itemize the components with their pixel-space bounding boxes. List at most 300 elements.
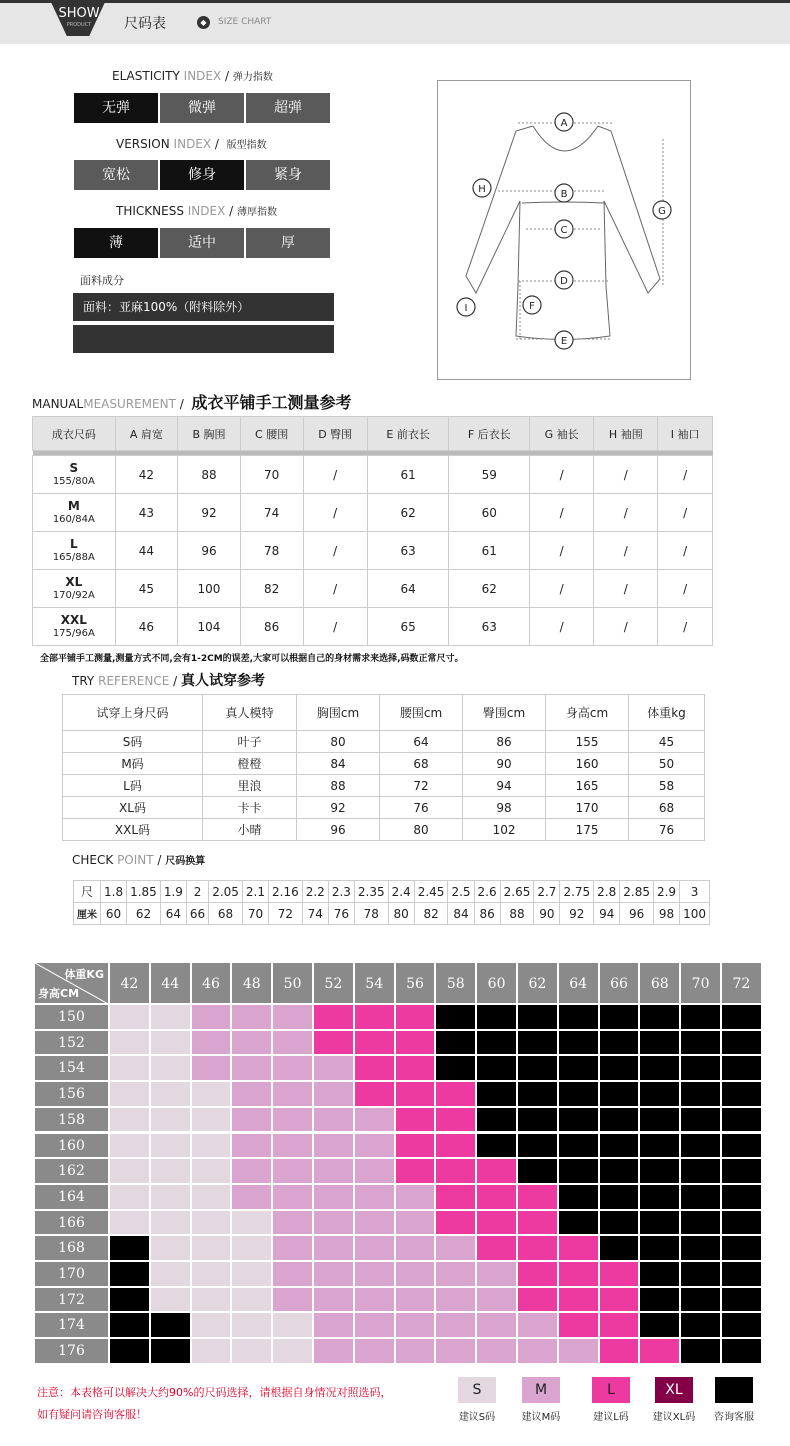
check-cell: 62 [127,903,161,925]
elasticity-option: 微弹 [160,93,244,123]
grid-cell [395,1030,436,1056]
grid-cell [680,1338,721,1364]
grid-cell [680,1210,721,1236]
check-cell: 2.6 [474,881,500,903]
thickness-title: THICKNESS INDEX / 薄厚指数 [116,204,277,218]
grid-cell [231,1158,272,1184]
grid-cell [313,1261,354,1287]
grid-cell [435,1133,476,1159]
fabric-label: 面料成分 [80,274,124,287]
grid-cell [272,1107,313,1133]
diagram-label-c: C [560,225,568,236]
grid-cell [231,1312,272,1338]
grid-cell [599,1081,640,1107]
size-code: S 155/80A [33,462,115,488]
check-cell: 66 [186,903,208,925]
check-cell: 98 [653,903,679,925]
grid-cell [680,1312,721,1338]
measurement-cell: 45 [115,570,178,608]
grid-cell [721,1133,762,1159]
grid-weight-header: 72 [721,962,762,1004]
manual-header-cell: D 臀围 [303,417,367,451]
grid-cell [313,1107,354,1133]
grid-weight-header: 66 [599,962,640,1004]
grid-cell [680,1287,721,1313]
try-header-cell: 胸围cm [296,695,379,731]
version-title: VERSION INDEX / 版型指数 [116,137,267,151]
diagram-label-h: H [478,184,486,195]
arrow-circle-icon: ◆ [197,16,210,29]
measurement-cell: / [658,494,713,532]
grid-weight-header: 44 [150,962,191,1004]
size-cell [33,608,116,646]
grid-cell [680,1004,721,1030]
grid-cell [599,1004,640,1030]
grid-cell [558,1338,599,1364]
try-cell: M码 [63,753,203,775]
diagram-label-d: D [560,276,568,287]
check-cell: 2.75 [560,881,594,903]
elasticity-option: 超弹 [246,93,330,123]
grid-cell [272,1004,313,1030]
grid-cell [395,1107,436,1133]
check-cell: 2.8 [594,881,620,903]
measurement-cell: 60 [449,494,530,532]
grid-height-header: 156 [34,1081,109,1107]
try-header-cell: 臀围cm [463,695,546,731]
grid-cell [109,1158,150,1184]
manual-note: 全部平铺手工测量,测量方式不同,会有1-2CM的误差,大家可以根据自己的身材需求来选择,码数正常尺寸。 [40,654,464,664]
grid-height-header: 160 [34,1133,109,1159]
try-cell: 80 [380,819,463,841]
try-cell: 96 [296,819,379,841]
grid-cell [395,1312,436,1338]
grid-cell [680,1030,721,1056]
try-cell: XXL码 [63,819,203,841]
try-cell: 里浪 [203,775,297,797]
legend-swatch: S [458,1377,496,1403]
grid-cell [191,1030,232,1056]
legend-label: 建议M码 [521,1412,561,1423]
measurement-cell: / [530,532,594,570]
grid-cell [517,1261,558,1287]
try-cell: S码 [63,731,203,753]
legend-label: 建议S码 [458,1412,496,1423]
grid-cell [313,1287,354,1313]
check-cell: 74 [302,903,328,925]
grid-cell [639,1158,680,1184]
manual-header-cell: 成衣尺码 [33,417,116,451]
try-cell: 175 [546,819,629,841]
measurement-cell: 43 [115,494,178,532]
size-spec: 165/88A [52,551,95,563]
grid-cell [639,1004,680,1030]
grid-height-header: 176 [34,1338,109,1364]
check-cell: 2 [186,881,208,903]
diagram-label-a: A [560,118,568,129]
legend-note [37,1382,391,1426]
measurement-cell: 63 [449,608,530,646]
grid-cell [435,1184,476,1210]
grid-cell [109,1107,150,1133]
grid-cell [558,1004,599,1030]
grid-cell [517,1158,558,1184]
try-header-cell: 真人模特 [203,695,297,731]
grid-cell [191,1004,232,1030]
garment-diagram [437,80,691,380]
grid-cell [313,1210,354,1236]
measurement-cell: 62 [449,570,530,608]
grid-cell [517,1133,558,1159]
grid-cell [395,1338,436,1364]
check-cell: 2.2 [302,881,328,903]
elasticity-title: ELASTICITY INDEX / 弹力指数 [112,69,273,83]
grid-cell [558,1261,599,1287]
fabric-extra [73,325,334,353]
grid-cell [558,1055,599,1081]
grid-cell [231,1004,272,1030]
try-header-cell: 体重kg [629,695,705,731]
measurement-cell: / [594,608,658,646]
check-cell: 64 [160,903,186,925]
check-cell: 2.9 [653,881,679,903]
grid-cell [639,1081,680,1107]
table-row [63,731,705,753]
table-row [33,456,713,494]
grid-cell [639,1107,680,1133]
check-row-label: 尺 [74,881,101,903]
grid-cell [109,1030,150,1056]
manual-header-cell: G 袖长 [530,417,594,451]
grid-cell [150,1133,191,1159]
grid-cell [313,1235,354,1261]
grid-cell [558,1287,599,1313]
measurement-cell: / [658,456,713,494]
measurement-cell: / [303,494,367,532]
grid-cell [231,1055,272,1081]
grid-height-header: 170 [34,1261,109,1287]
grid-cell [191,1055,232,1081]
elasticity-option: 无弹 [74,93,158,123]
manual-header-cell: F 后衣长 [449,417,530,451]
grid-cell [599,1261,640,1287]
grid-cell [599,1312,640,1338]
grid-cell [680,1055,721,1081]
grid-cell [231,1081,272,1107]
grid-cell [721,1338,762,1364]
grid-cell [721,1107,762,1133]
size-spec: 170/92A [52,589,95,601]
legend-swatch: M [522,1377,560,1403]
grid-cell [517,1184,558,1210]
grid-cell [313,1055,354,1081]
check-cell: 2.35 [354,881,388,903]
grid-cell [354,1004,395,1030]
grid-weight-header: 50 [272,962,313,1004]
grid-cell [150,1030,191,1056]
check-cell: 84 [448,903,474,925]
grid-cell [476,1235,517,1261]
version-option: 宽松 [74,160,158,190]
legend-swatch [715,1377,753,1403]
check-cell: 2.45 [414,881,448,903]
grid-cell [231,1210,272,1236]
grid-cell [721,1055,762,1081]
measurement-cell: 92 [178,494,241,532]
grid-cell [191,1312,232,1338]
size-spec: 155/80A [52,475,95,487]
try-cell: 94 [463,775,546,797]
grid-cell [150,1081,191,1107]
grid-cell [558,1158,599,1184]
grid-cell [639,1133,680,1159]
grid-cell [313,1004,354,1030]
grid-cell [272,1133,313,1159]
grid-cell [150,1004,191,1030]
grid-weight-header: 62 [517,962,558,1004]
size-cell [33,532,116,570]
grid-cell [639,1261,680,1287]
measurement-cell: 78 [240,532,303,570]
grid-cell [354,1184,395,1210]
grid-cell [191,1107,232,1133]
grid-cell [191,1287,232,1313]
grid-cell [109,1235,150,1261]
show-label: SHOW [58,6,100,21]
grid-cell [558,1133,599,1159]
size-spec: 160/84A [52,513,95,525]
grid-cell [313,1184,354,1210]
try-cell: 165 [546,775,629,797]
measurement-cell: 46 [115,608,178,646]
grid-cell [191,1081,232,1107]
measurement-cell: / [658,570,713,608]
try-cell: 68 [629,797,705,819]
grid-cell [639,1055,680,1081]
version-option: 紧身 [246,160,330,190]
grid-cell [721,1158,762,1184]
grid-cell [231,1133,272,1159]
grid-cell [558,1030,599,1056]
diagram-label-i: I [464,303,468,314]
grid-cell [395,1287,436,1313]
grid-cell [721,1184,762,1210]
conversion-table [73,880,710,925]
grid-weight-header: 56 [395,962,436,1004]
measurement-cell: / [594,532,658,570]
grid-cell [150,1338,191,1364]
check-cell: 2.4 [388,881,414,903]
measurement-cell: 70 [240,456,303,494]
grid-cell [680,1107,721,1133]
grid-cell [272,1081,313,1107]
try-cell: 72 [380,775,463,797]
measurement-cell: 86 [240,608,303,646]
try-header-cell: 身高cm [546,695,629,731]
measurement-cell: / [303,456,367,494]
grid-cell [435,1338,476,1364]
grid-cell [476,1133,517,1159]
grid-cell [558,1081,599,1107]
size-cell [33,494,116,532]
measurement-cell: 63 [367,532,449,570]
try-cell: 160 [546,753,629,775]
try-cell: 155 [546,731,629,753]
check-cell: 2.1 [242,881,268,903]
grid-cell [476,1210,517,1236]
grid-cell [272,1261,313,1287]
measurement-cell: 59 [449,456,530,494]
grid-cell [599,1133,640,1159]
grid-cell [231,1107,272,1133]
measurement-cell: 62 [367,494,449,532]
grid-cell [599,1107,640,1133]
try-cell: 64 [380,731,463,753]
try-cell: 76 [380,797,463,819]
grid-cell [476,1338,517,1364]
grid-cell [354,1081,395,1107]
grid-cell [680,1261,721,1287]
check-cell: 80 [388,903,414,925]
measurement-cell: / [658,608,713,646]
grid-cell [109,1210,150,1236]
grid-cell [395,1261,436,1287]
check-cell: 68 [209,903,243,925]
measurement-cell: / [530,570,594,608]
grid-weight-header: 70 [680,962,721,1004]
measurement-cell: / [530,608,594,646]
grid-cell [354,1210,395,1236]
grid-cell [435,1261,476,1287]
check-cell: 96 [620,903,654,925]
check-cell: 2.16 [269,881,303,903]
grid-cell [109,1133,150,1159]
manual-header-cell: B 胸围 [178,417,241,451]
try-cell: 68 [380,753,463,775]
manual-header-cell: E 前衣长 [367,417,449,451]
manual-title: MANUALMEASUREMENT / 成衣平铺手工测量参考 [32,393,352,412]
grid-cell [354,1338,395,1364]
grid-cell [272,1030,313,1056]
measurement-cell: 61 [367,456,449,494]
size-cell [33,570,116,608]
fabric-composition: 面料：亚麻100%（附料除外） [73,293,334,321]
check-cell: 2.5 [448,881,474,903]
grid-cell [517,1338,558,1364]
check-cell: 1.85 [127,881,161,903]
grid-cell [639,1210,680,1236]
grid-cell [231,1338,272,1364]
grid-cell [354,1261,395,1287]
grid-cell [313,1081,354,1107]
grid-cell [150,1055,191,1081]
page-title: 尺码表 [124,16,166,32]
legend-note-line: 如有疑问请咨询客服！ [37,1408,147,1421]
grid-cell [680,1235,721,1261]
check-row-label: 厘米 [74,903,101,925]
measurement-cell: 64 [367,570,449,608]
grid-cell [476,1184,517,1210]
check-cell: 100 [680,903,710,925]
table-row [63,819,705,841]
grid-cell [435,1158,476,1184]
grid-cell [191,1261,232,1287]
grid-cell [435,1030,476,1056]
check-cell: 86 [474,903,500,925]
grid-weight-header: 58 [435,962,476,1004]
check-cell: 82 [414,903,448,925]
grid-cell [354,1133,395,1159]
measurement-cell: 61 [449,532,530,570]
try-cell: 90 [463,753,546,775]
grid-cell [558,1210,599,1236]
table-row [33,494,713,532]
check-cell: 78 [354,903,388,925]
check-cell: 3 [680,881,710,903]
grid-cell [680,1133,721,1159]
grid-cell [721,1312,762,1338]
check-cell: 2.7 [534,881,560,903]
legend-label: 建议XL码 [652,1412,696,1423]
try-cell: 45 [629,731,705,753]
grid-cell [150,1158,191,1184]
grid-height-header: 162 [34,1158,109,1184]
grid-cell [354,1055,395,1081]
header-bar [0,0,790,44]
manual-measurement-table [32,416,713,646]
grid-cell [150,1107,191,1133]
grid-cell [435,1312,476,1338]
try-cell: 76 [629,819,705,841]
measurement-cell: 74 [240,494,303,532]
table-row [33,570,713,608]
grid-cell [721,1210,762,1236]
check-cell: 2.05 [209,881,243,903]
grid-cell [395,1184,436,1210]
grid-cell [191,1184,232,1210]
grid-cell [272,1184,313,1210]
grid-cell [191,1133,232,1159]
grid-cell [272,1235,313,1261]
grid-cell [476,1004,517,1030]
measurement-cell: 44 [115,532,178,570]
grid-cell [354,1030,395,1056]
size-cell [33,456,116,494]
grid-cell [558,1107,599,1133]
grid-corner-height: 身高CM [38,987,80,1000]
grid-cell [191,1210,232,1236]
grid-weight-header: 60 [476,962,517,1004]
try-cell: 84 [296,753,379,775]
measurement-cell: 42 [115,456,178,494]
try-reference-table [62,694,705,841]
legend-label: 咨询客服 [714,1412,754,1423]
grid-height-header: 166 [34,1210,109,1236]
grid-cell [517,1210,558,1236]
grid-cell [191,1338,232,1364]
grid-cell [435,1004,476,1030]
grid-height-header: 152 [34,1030,109,1056]
grid-cell [272,1210,313,1236]
grid-height-header: 172 [34,1287,109,1313]
check-title: CHECK POINT / 尺码换算 [72,853,206,867]
manual-header-cell: C 腰围 [240,417,303,451]
grid-cell [354,1312,395,1338]
check-cell: 90 [534,903,560,925]
try-cell: 50 [629,753,705,775]
grid-cell [395,1004,436,1030]
check-cell: 70 [242,903,268,925]
